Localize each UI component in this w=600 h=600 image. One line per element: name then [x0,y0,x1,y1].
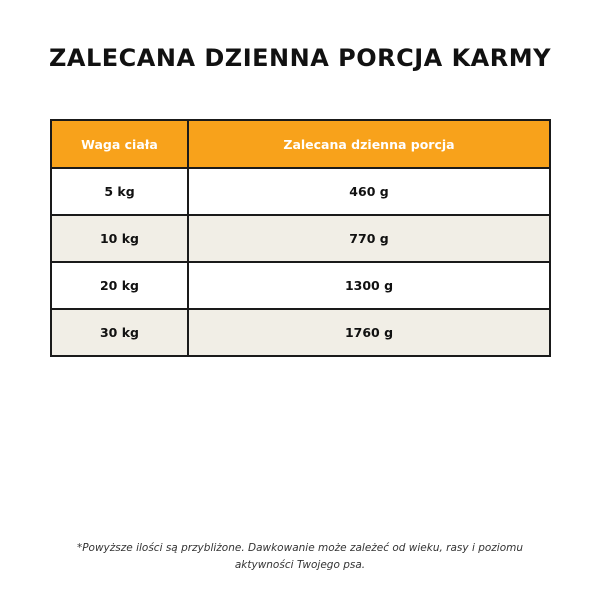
table-header-row [51,120,550,168]
column-header-portion: Zalecana dzienna porcja [188,120,550,168]
page-title: ZALECANA DZIENNA PORCJA KARMY [49,44,551,72]
portion-cell: 1760 g [188,309,550,356]
feeding-table [50,119,551,357]
weight-cell: 5 kg [51,168,188,215]
table-row [51,309,550,356]
portion-cell: 770 g [188,215,550,262]
table-row [51,215,550,262]
table-row [51,168,550,215]
footnote-line-1: *Powyższe ilości są przybliżone. Dawkowanie może zależeć od wieku, rasy i poziomu [76,542,524,554]
weight-cell: 20 kg [51,262,188,309]
footnote-line-2: aktywności Twojego psa. [234,559,366,571]
portion-cell: 1300 g [188,262,550,309]
table-row [51,262,550,309]
footnote [30,540,570,574]
column-header-weight: Waga ciała [51,120,188,168]
portion-cell: 460 g [188,168,550,215]
weight-cell: 30 kg [51,309,188,356]
weight-cell: 10 kg [51,215,188,262]
